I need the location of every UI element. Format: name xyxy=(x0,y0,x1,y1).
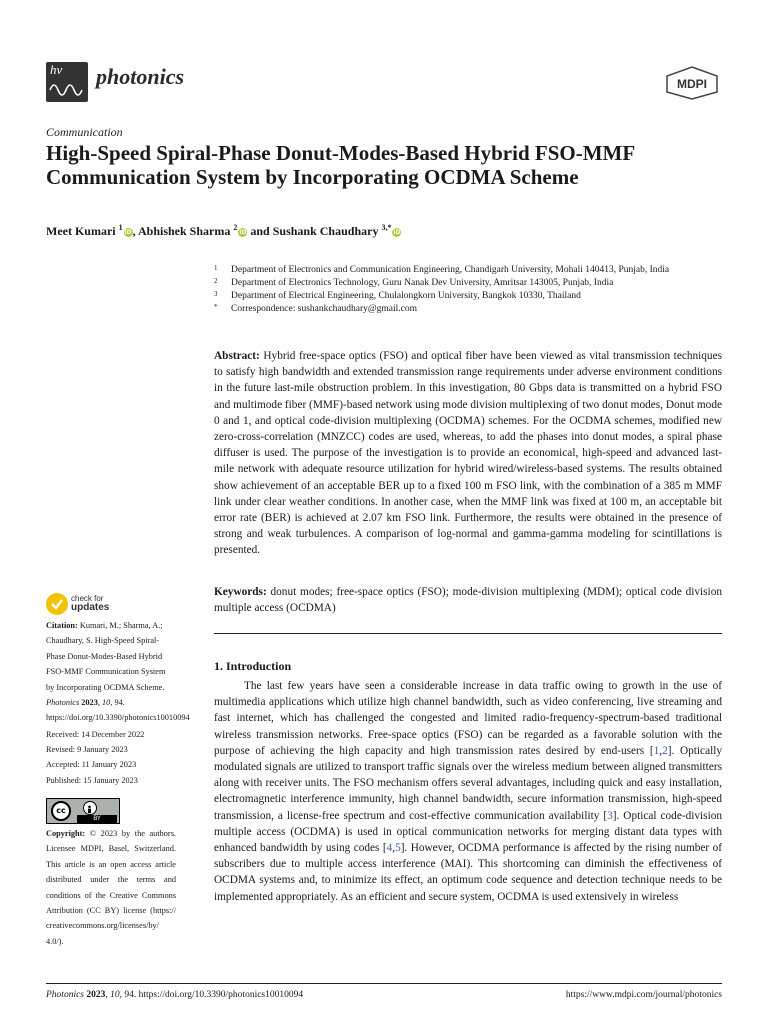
affiliation xyxy=(214,264,714,277)
check-updates-label xyxy=(71,594,109,612)
citation-separator: , xyxy=(392,842,396,855)
mdpi-logo xyxy=(666,66,718,100)
author-separator: , xyxy=(132,224,138,238)
citation-link[interactable]: 3 xyxy=(607,809,613,822)
orcid-icon[interactable]: iD xyxy=(239,229,247,236)
affiliation xyxy=(214,290,714,303)
keywords-label: Keywords: xyxy=(214,586,267,598)
citation-volume: , 10 xyxy=(97,698,111,708)
citation-doi[interactable]: , 94. https://doi.org/10.3390/photonics10010094 xyxy=(46,698,190,723)
correspondence xyxy=(214,303,714,316)
author-affiliation-mark: 3,* xyxy=(381,223,392,232)
orcid-icon[interactable]: iD xyxy=(124,229,132,236)
abstract-label: Abstract: xyxy=(214,350,260,362)
cc-icon: cc xyxy=(51,801,71,821)
affiliation-text: Department of Electrical Engineering, Chulalongkorn University, Bangkok 10330, Thailand xyxy=(231,291,581,301)
affiliation-text: Department of Electronics Technology, Guru Nanak Dev University, Amritsar 143005, Punjab, India xyxy=(231,278,614,288)
copyright-text: © 2023 by the authors. Licensee MDPI, Basel, Switzerland. This article is an open access article distributed under the terms and conditions of the Creative Commons Attribution (CC BY) license (https:// creativecommons.org/licenses/by/ 4.0/). xyxy=(46,829,176,946)
author-affiliation-mark: 1 xyxy=(118,223,123,232)
citation-label: Citation: xyxy=(46,621,78,630)
revised-date: Revised: 9 January 2023 xyxy=(46,745,128,755)
affiliations xyxy=(214,264,714,316)
citation-journal: Photonics xyxy=(46,698,80,708)
by-label: BY xyxy=(77,815,117,823)
section-heading: 1. Introduction xyxy=(214,659,292,673)
author-separator: and xyxy=(247,224,273,238)
citation-link[interactable]: 2 xyxy=(662,744,668,757)
correspondence-mark: * xyxy=(214,303,218,311)
introduction-body xyxy=(214,678,722,905)
wave-icon xyxy=(49,78,85,98)
author-name[interactable]: Abhishek Sharma xyxy=(137,224,231,238)
footer-doi[interactable]: , 94. https://doi.org/10.3390/photonics10010094 xyxy=(119,990,304,1000)
accepted-date: Accepted: 11 January 2023 xyxy=(46,760,137,770)
affiliation-number: 2 xyxy=(214,277,218,285)
publication-dates xyxy=(46,727,176,788)
abstract-text: Hybrid free-space optics (FSO) and optical fiber have been viewed as vital transmission techniques to satisfy high bandwidth and extended transmission range requirements under adverse environment conditions in the future last-mile obstruction problem. In this investigation, 80 Gbps data is transmitted on a hybrid FSO and multimode fiber (MMF)-based network using mode division multiplexing of two donut modes, Donut mode 0 and 1, and optical code-division multiplexing (OCDMA) schemes. For the OCDMA schemes, modified new zero-cross-correlation (MNZCC) codes are used, whereas, to add the phases into donut modes, a spiral phase diffuser is used. The purpose of the investigation is to provide an economical, high-speed and advanced last-mile network with adequate resource utilization for hybrid wired/wireless-based systems. The results obtained show achievement of an acceptable BER up to a fixed 100 m FSO link, with the combination of a 385 m MMF link under clear weather conditions. In another case, when the MMF link was fixed at 100 m, an acceptable bit error rate (BER) is achieved at 2.07 km FSO link. Furthermore, the results were obtained in the presence of strong and weak turbulences. A comparison of log-normal and gamma-gamma modeling for scintillations is presented. xyxy=(214,350,722,557)
cc-by-license-badge[interactable] xyxy=(46,798,120,824)
affiliation xyxy=(214,277,714,290)
check-updates-line2: updates xyxy=(71,602,110,613)
journal-logo xyxy=(46,62,88,102)
check-for-updates-badge[interactable] xyxy=(46,592,126,618)
article-title: High-Speed Spiral-Phase Donut-Modes-Based Hybrid FSO-MMF Communication System by Incorporating OCDMA Scheme xyxy=(46,141,635,189)
author-name[interactable]: Meet Kumari xyxy=(46,224,116,238)
paragraph-text: ]. However, OCDMA performance is affected by the rising number of subscribers due to multiple access interference (MAI). This shortcoming can diminish the effectiveness of OCDMA systems and, to minimize its effect, an optimum code sequence and detection technique needs to be implemented appropriately. As an efficient and secure system, OCDMA is used extensively in wireless xyxy=(214,842,722,903)
author-name[interactable]: Sushank Chaudhary xyxy=(272,224,379,238)
footer-volume: , 10 xyxy=(105,990,120,1000)
journal-name: photonics xyxy=(96,64,185,89)
citation-link[interactable]: 4 xyxy=(386,842,393,855)
citation-link[interactable]: 5 xyxy=(395,842,401,855)
footer-year: 2023 xyxy=(84,990,106,1000)
paragraph-text: The last few years have seen a considerable increase in data traffic owing to growth in the use of multimedia applications which utilize high channel bandwidth, such as video conferencing, live streaming and fast internet, which has challenged the congested and limited radio-frequency-spectrum-based traditional wireless transmission networks. Free-space optics (FSO) can be regarded as a favorable solution with the purpose of achieving the high capacity and high transmission rates desired by end-users [ xyxy=(214,680,722,757)
article-type: Communication xyxy=(46,125,123,139)
footer-citation xyxy=(46,990,303,1000)
paragraph-text: ]. Optical code-division multiple access (OCDMA) is used in optical communication networks for merging distant data types with enhanced bandwidth by using codes [ xyxy=(214,809,723,855)
citation-separator: , xyxy=(659,744,663,757)
copyright-label: Copyright: xyxy=(46,829,86,838)
copyright-block xyxy=(46,826,176,949)
person-icon xyxy=(83,801,97,815)
section-divider xyxy=(214,633,722,634)
paragraph-text: ]. Optically modulated signals are utilized to transport traffic signals over the wireless medium between aligned transmitters along with receiver units. The FSO mechanism offers several advantages, including quick and easy installation, electromagnetic interference immunity, high channel bandwidth, secure information transmission, high-speed transmission, a license-free spectrum and cost-effective communication availability [ xyxy=(214,744,723,822)
check-updates-line1: check for xyxy=(71,594,104,603)
keywords-text: donut modes; free-space optics (FSO); mode-division multiplexing (MDM); optical code division multiple access (OCDMA) xyxy=(214,586,722,614)
abstract xyxy=(214,348,722,559)
orcid-icon[interactable]: iD xyxy=(393,229,401,236)
affiliation-number: 3 xyxy=(214,290,218,298)
check-updates-icon xyxy=(46,593,68,615)
correspondence-text[interactable]: Correspondence: sushankchaudhary@gmail.com xyxy=(231,304,418,314)
citation-text: Kumari, M.; Sharma, A.; Chaudhary, S. High-Speed Spiral-Phase Donut-Modes-Based Hybrid FSO-MMF Communication System by Incorporating OCDMA Scheme. xyxy=(46,621,166,692)
affiliation-number: 1 xyxy=(214,264,218,272)
citation-year: 2023 xyxy=(79,698,98,708)
mdpi-logo-text: MDPI xyxy=(677,77,707,91)
journal-logo-text: hv xyxy=(50,62,63,77)
footer-journal: Photonics xyxy=(46,990,84,1000)
keywords xyxy=(214,584,722,616)
published-date: Published: 15 January 2023 xyxy=(46,775,138,785)
author-list xyxy=(46,223,401,239)
paragraph xyxy=(214,678,722,905)
citation-link[interactable]: 1 xyxy=(653,744,660,757)
author-affiliation-mark: 2 xyxy=(233,223,238,232)
footer-divider xyxy=(46,983,722,984)
received-date: Received: 14 December 2022 xyxy=(46,730,145,739)
citation-block xyxy=(46,618,190,726)
footer-journal-url[interactable]: https://www.mdpi.com/journal/photonics xyxy=(565,990,722,1000)
affiliation-text: Department of Electronics and Communication Engineering, Chandigarh University, Mohali 140413, Punjab, India xyxy=(231,265,670,275)
